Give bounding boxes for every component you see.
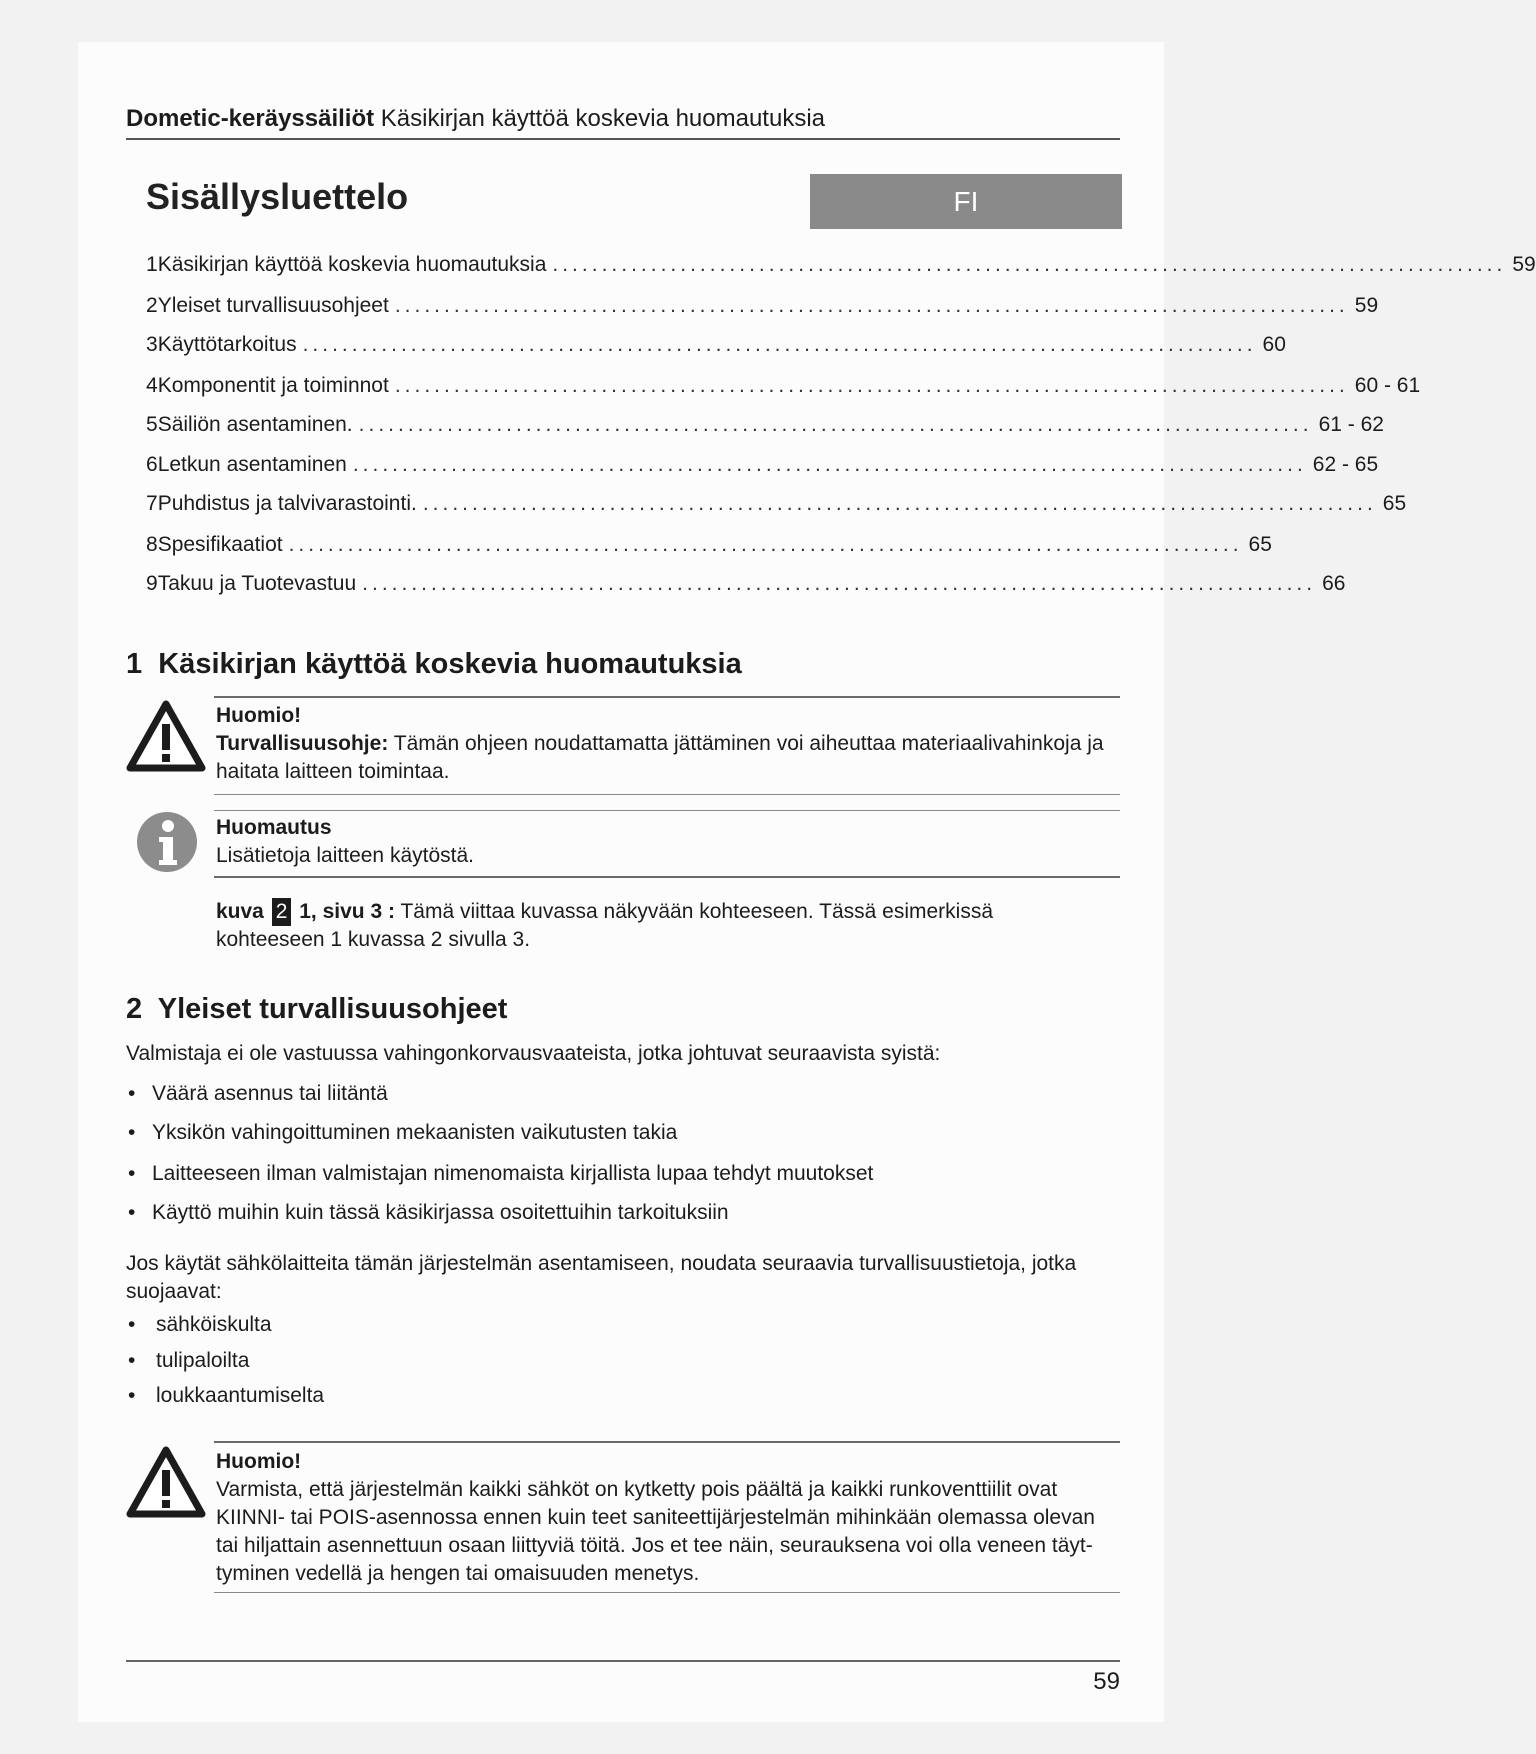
warning-heading: Huomio! xyxy=(216,1450,302,1473)
section-2-heading: 2 Yleiset turvallisuusohjeet xyxy=(126,993,508,1025)
toc-entry[interactable]: 7 Puhdistus ja talvivarastointi. ................................................................................................. 65 xyxy=(146,492,1407,515)
list-item: • loukkaantumiselta xyxy=(128,1384,325,1407)
divider xyxy=(214,794,1120,795)
divider xyxy=(214,876,1120,878)
warning-heading: Huomio! xyxy=(216,704,302,727)
toc-entry[interactable]: 4 Komponentit ja toiminnot ................................................................................................. 60 - 61 xyxy=(146,374,1421,397)
section-1-heading: 1 Käsikirjan käyttöä koskevia huomautuksia xyxy=(126,648,742,680)
note-heading: Huomautus xyxy=(216,816,332,839)
warning-icon xyxy=(126,700,206,772)
toc-leader: ................................................................................................. xyxy=(394,294,1349,317)
list-item: • Laitteeseen ilman valmistajan nimenomaista kirjallista lupaa tehdyt muutokset xyxy=(128,1162,874,1185)
figure-number-badge: 2 xyxy=(272,898,292,926)
toc-leader: ................................................................................................. xyxy=(288,533,1243,556)
note-box xyxy=(216,814,1116,870)
warning-box-1 xyxy=(216,702,1116,786)
toc-leader: ................................................................................................. xyxy=(422,492,1377,515)
footer-divider xyxy=(126,1660,1120,1662)
list-item: • tulipaloilta xyxy=(128,1349,250,1372)
divider xyxy=(214,1592,1120,1593)
header-subtitle: Käsikirjan käyttöä koskevia huomautuksia xyxy=(380,105,826,132)
toc-entry[interactable]: 3 Käyttötarkoitus ................................................................................................. 60 xyxy=(146,333,1286,356)
note-text: Lisätietoja laitteen käytöstä. xyxy=(216,844,474,867)
toc-entry[interactable]: 8 Spesifikaatiot ................................................................................................. 65 xyxy=(146,533,1272,556)
divider xyxy=(214,810,1120,811)
toc-entry[interactable]: 5 Säiliön asentaminen. ................................................................................................. 61 - 62 xyxy=(146,413,1384,436)
toc-leader: ................................................................................................. xyxy=(362,572,1317,595)
toc-leader: ................................................................................................. xyxy=(552,253,1507,276)
divider xyxy=(214,1441,1120,1443)
divider xyxy=(214,696,1120,698)
warning-text: Varmista, että järjestelmän kaikki sähköt on kytketty pois päältä ja kaikki runkoventtiilit ovat KIINNI- tai POIS-asennossa ennen kuin teet saniteettijärjestelmän mihinkään olemassa olevan tai hiljattain asennettuun osaan liittyviä töitä. Jos et tee näin, seurauksena voi olla veneen täyt-tyminen vedellä ja hengen tai omaisuuden menetys. xyxy=(216,1478,1095,1585)
toc-entry[interactable]: 9 Takuu ja Tuotevastuu ................................................................................................. 66 xyxy=(146,572,1346,595)
warning-label: Turvallisuusohje: xyxy=(216,732,389,755)
running-header xyxy=(126,104,1120,140)
warning-text: Tämän ohjeen noudattamatta jättäminen voi aiheuttaa materiaalivahinkoja ja haitata laitteen toimintaa. xyxy=(216,732,1104,783)
figure-reference: kuva 2 1, sivu 3 : Tämä viittaa kuvassa näkyvään kohteeseen. Tässä esimerkissä kohteeseen 1 kuvassa 2 sivulla 3. xyxy=(216,900,994,951)
toc-leader: ................................................................................................. xyxy=(302,333,1257,356)
page-number: 59 xyxy=(1093,1668,1120,1695)
header-brand: Dometic-keräyssäiliöt xyxy=(126,105,375,132)
section-2-intro: Valmistaja ei ole vastuussa vahingonkorvausvaateista, jotka johtuvat seuraavista syistä: xyxy=(126,1042,941,1065)
list-item: • Väärä asennus tai liitäntä xyxy=(128,1082,388,1105)
info-icon xyxy=(135,810,199,874)
toc-leader: ................................................................................................. xyxy=(358,413,1313,436)
language-tab: FI xyxy=(810,174,1122,229)
list-item: • Käyttö muihin kuin tässä käsikirjassa osoitettuihin tarkoituksiin xyxy=(128,1201,729,1224)
warning-box-2 xyxy=(216,1448,1120,1588)
list-item: • Yksikön vahingoittuminen mekaanisten vaikutusten takia xyxy=(128,1121,678,1144)
warning-icon xyxy=(126,1446,206,1518)
toc-title: Sisällysluettelo xyxy=(146,176,409,217)
list-item: • sähköiskulta xyxy=(128,1313,272,1336)
toc-leader: ................................................................................................. xyxy=(394,374,1349,397)
toc-entry[interactable]: 2 Yleiset turvallisuusohjeet ................................................................................................. 59 xyxy=(146,294,1379,317)
electrical-intro: Jos käytät sähkölaitteita tämän järjestelmän asentamiseen, noudata seuraavia turvallisuustietoja, jotka suojaavat: xyxy=(126,1252,1077,1303)
toc-leader: ................................................................................................. xyxy=(352,453,1307,476)
toc-entry[interactable]: 6 Letkun asentaminen ................................................................................................. 62 - 65 xyxy=(146,453,1379,476)
toc-entry[interactable]: 1 Käsikirjan käyttöä koskevia huomautuksia ................................................................................................. 59 xyxy=(146,253,1536,276)
